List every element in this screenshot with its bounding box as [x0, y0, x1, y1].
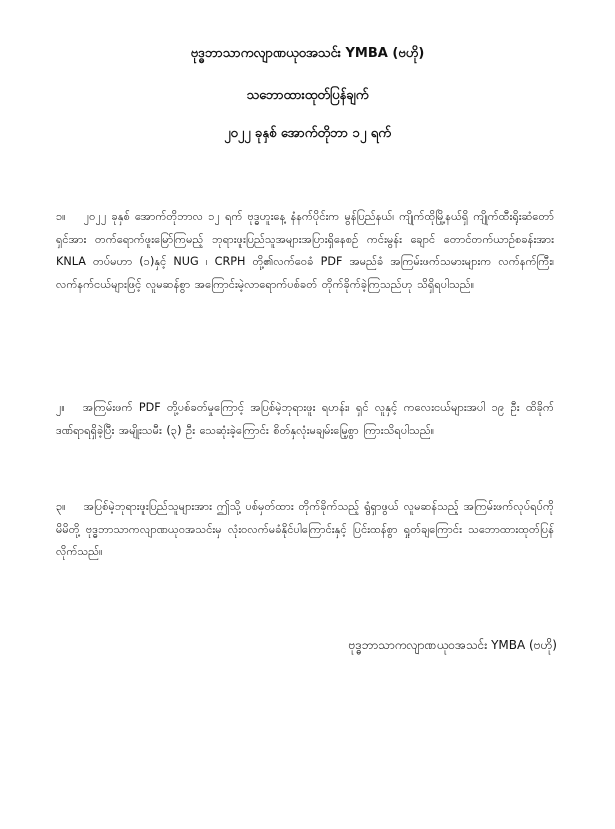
signature-block: ဗုဒ္ဓဘာသာကလျာဏယုဝအသင်း YMBA (ဗဟို): [348, 638, 557, 652]
statement-title: သဘောထားထုတ်ပြန်ချက်: [246, 88, 369, 103]
paragraph-3-text: အပြစ်မဲ့ဘုရားဖူးပြည်သူများအား ဤသို့ ပစ်မှတ်ထား တိုက်ခိုက်သည့် ရွံရှာဖွယ် လူမဆန်သည့် အကြမ်းဖက်လုပ်ရပ်ကို မိမိတို့ ဗုဒ္ဓဘာသာကလျာဏယုဝအသင်းမှ လုံးဝလက်မခံနိုင်ပါကြောင်းနှင့် ပြင်းထန်စွာ ရှုတ်ချကြောင်း သဘောထားထုတ်ပြန်လိုက်သည်။: [56, 500, 554, 558]
paragraph-3: [56, 496, 554, 564]
organization-heading: ဗုဒ္ဓဘာသာကလျာဏယုဝအသင်း YMBA (ဗဟို): [190, 46, 425, 61]
paragraph-2: [56, 397, 554, 442]
paragraph-2-text: အကြမ်းဖက် PDF တို့ပစ်ခတ်မှုကြောင့် အပြစ်မဲ့ဘုရားဖူး ရဟန်း၊ ရှင် လူနှင့် ကလေးငယ်များအပါ ၁၉ ဦး ထိခိုက်ဒဏ်ရာရရှိခဲ့ပြီး အမျိုးသမီး (၃) ဦး သေဆုံးခဲ့ကြောင်း စိတ်နှလုံးမချမ်းမြေ့စွာ ကြားသိရပါသည်။: [56, 401, 554, 437]
statement-date: ၂၀၂၂ ခုနှစ် အောက်တိုဘာ ၁၂ ရက်: [224, 126, 391, 141]
paragraph-1-text: ၂၀၂၂ ခုနှစ် အောက်တိုဘာလ ၁၂ ရက် ဗုဒ္ဓဟူးနေ့ နံနက်ပိုင်းက မွန်ပြည်နယ်၊ ကျိုက်ထိုမြို့နယ်ရှိ ကျိုက်ထီးရိုးဆံတော်ရှင်အား တက်ရောက်ဖူးမြော်ကြမည့် ဘုရားဖူးပြည်သူအများအပြားရှိနေစဉ် ကင်းမွန်း ချောင် တောင်တက်ယာဉ်စခန်းအား KNLA တပ်မဟာ (၁)နှင့် NUG ၊ CRPH တို့၏လက်ဝေခံ PDF အမည်ခံ အကြမ်းဖက်သမားများက လက်နက်ကြီး၊ လက်နက်ငယ်များဖြင့် လူမဆန်စွာ အကြောင်းမဲ့လာရောက်ပစ်ခတ် တိုက်ခိုက်ခဲ့ကြသည်ဟု သိရှိရပါသည်။: [56, 210, 554, 291]
paragraph-1: [56, 206, 554, 296]
paragraph-2-number: ၂။: [56, 401, 65, 414]
paragraph-3-number: ၃။: [56, 500, 66, 513]
paragraph-1-number: ၁။: [56, 210, 66, 223]
